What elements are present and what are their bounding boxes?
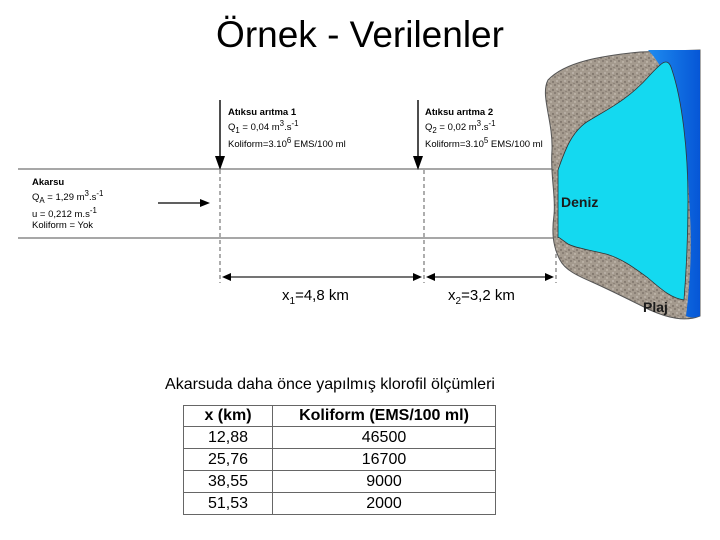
table-cell-coliform: 16700 — [273, 449, 496, 471]
distance1-arrow — [222, 273, 422, 281]
table-title: Akarsuda daha önce yapılmış klorofil ölçümleri — [165, 376, 495, 393]
sea-label: Deniz — [561, 194, 599, 210]
distance2-label: $x_2=3,2$ km — [448, 287, 515, 307]
distance1-label: $x_1=4,8$ km — [282, 287, 349, 307]
discharge1-coliform: $Koliform=3.10^6$ EMS/100 ml — [228, 136, 346, 151]
discharge2-label — [425, 108, 543, 151]
discharge2-arrow — [413, 100, 423, 170]
beach-label: Plaj — [643, 299, 668, 315]
table-row — [184, 427, 496, 449]
table-cell-x: 12,88 — [184, 427, 273, 449]
table-cell-coliform: 46500 — [273, 427, 496, 449]
column-header-coliform: Koliform (EMS/100 ml) — [273, 406, 496, 427]
discharge2-name: Atıksu arıtma 2 — [425, 107, 494, 118]
discharge1-arrow — [215, 100, 225, 170]
table-row — [184, 493, 496, 515]
discharge1-label — [228, 108, 346, 151]
table-header-row — [184, 406, 496, 427]
discharge2-flow: $Q_2 = 0,02$ $m^3.s^{-1}$ — [425, 118, 496, 135]
discharge1-name: Atıksu arıtma 1 — [228, 107, 297, 118]
column-header-x: x (km) — [184, 406, 273, 427]
page-title: Örnek - Verilenler — [216, 14, 504, 55]
river-coliform: Koliform = Yok — [32, 219, 93, 231]
table-row — [184, 449, 496, 471]
table-cell-x: 38,55 — [184, 471, 273, 493]
river-flow: $Q_A = 1,29$ $m^3.s^{-1}$ — [32, 188, 104, 205]
discharge2-coliform: $Koliform=3.10^5$ EMS/100 ml — [425, 136, 543, 151]
table-cell-coliform: 2000 — [366, 494, 402, 512]
river-velocity: u = 0,212 $m.s^{-1}$ — [32, 206, 97, 221]
distance2-arrow — [426, 273, 554, 281]
flow-arrow — [158, 199, 210, 207]
table-cell-coliform: 9000 — [273, 471, 496, 493]
table-cell-x: 25,76 — [184, 449, 273, 471]
table-cell-x: 51,53 — [184, 493, 273, 515]
measurements-table — [183, 405, 496, 515]
table-row — [184, 471, 496, 493]
river-label — [32, 178, 103, 231]
discharge1-flow: $Q_1 = 0,04$ $m^3.s^{-1}$ — [228, 118, 299, 135]
river-name: Akarsu — [32, 177, 65, 188]
